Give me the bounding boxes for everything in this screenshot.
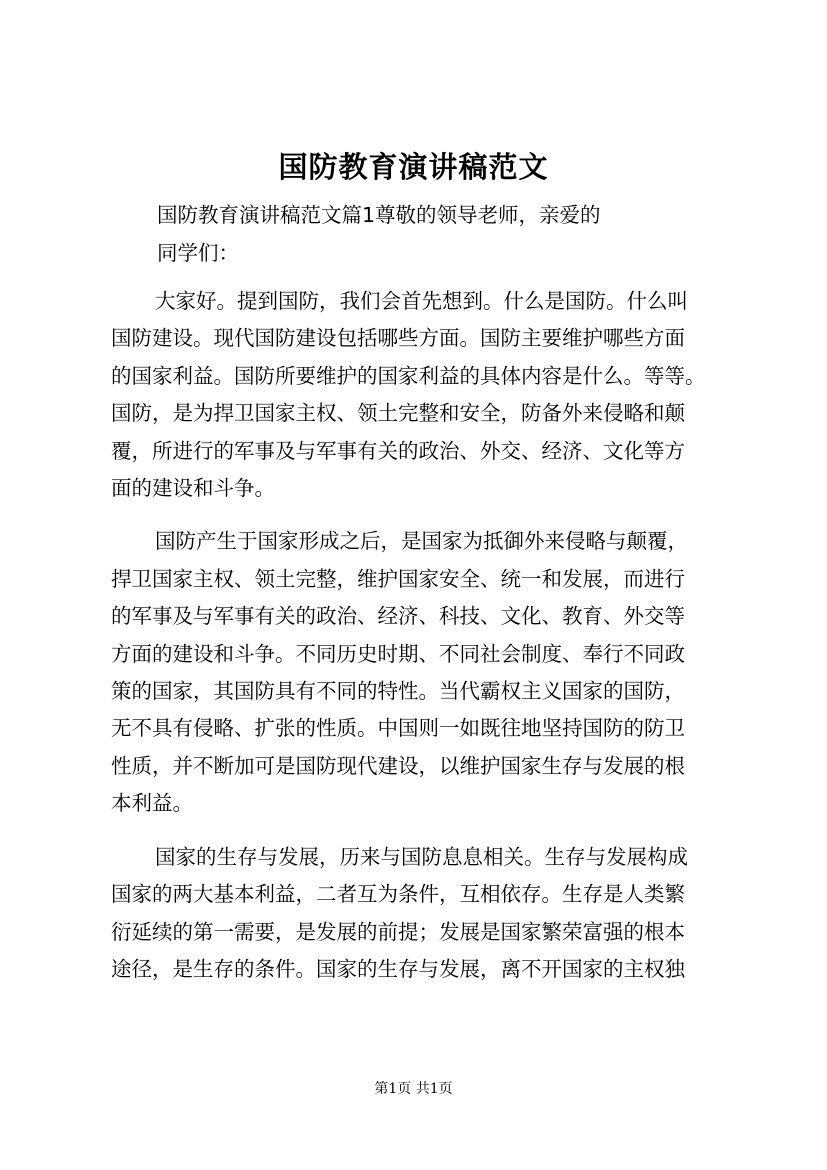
paragraph-line: 国防产生于国家形成之后，是国家为抵御外来侵略与颠覆， (155, 529, 688, 554)
paragraph-line: 国家的两大基本利益，二者互为条件，互相依存。生存是人类繁 (111, 882, 685, 907)
paragraph-2 (111, 523, 737, 822)
paragraph-line: 无不具有侵略、扩张的性质。中国则一如既往地坚持国防的防卫 (111, 716, 685, 741)
intro-line: 国防教育演讲稿范文篇1尊敬的领导老师，亲爱的 (157, 203, 601, 227)
paragraph-line: 国家的生存与发展，历来与国防息息相关。生存与发展构成 (155, 844, 688, 869)
paragraph-line: 本利益。 (111, 791, 193, 816)
paragraph-line: 的国家利益。国防所要维护的国家利益的具体内容是什么。等等。 (111, 363, 706, 388)
paragraph-line: 方面的建设和斗争。不同历史时期、不同社会制度、奉行不同政 (111, 641, 685, 666)
paragraph-line: 覆，所进行的军事及与军事有关的政治、外交、经济、文化等方 (111, 438, 685, 463)
paragraph-3 (111, 839, 737, 989)
page-footer: 第1页 共1页 (374, 1081, 453, 1097)
paragraph-line: 途径，是生存的条件。国家的生存与发展，离不开国家的主权独 (111, 956, 685, 981)
paragraph-line: 性质，并不断加可是国防现代建设，以维护国家生存与发展的根 (111, 753, 685, 778)
paragraph-line: 大家好。提到国防，我们会首先想到。什么是国防。什么叫 (155, 289, 688, 313)
body-text (111, 283, 737, 1004)
paragraph-line: 策的国家，其国防具有不同的特性。当代霸权主义国家的国防， (111, 679, 685, 704)
paragraph-line: 的军事及与军事有关的政治、经济、科技、文化、教育、外交等 (111, 604, 685, 629)
paragraph-line: 衍延续的第一需要，是发展的前提；发展是国家繁荣富强的根本 (111, 919, 685, 944)
paragraph-line: 国防建设。现代国防建设包括哪些方面。国防主要维护哪些方面 (111, 326, 685, 351)
paragraph-line: 捍卫国家主权、领土完整，维护国家安全、统一和发展，而进行 (111, 566, 685, 591)
intro-block (157, 197, 677, 272)
intro-line: 同学们： (157, 240, 239, 265)
document-title: 国防教育演讲稿范文 (278, 150, 549, 184)
paragraph-1 (111, 283, 737, 507)
paragraph-line: 国防，是为捍卫国家主权、领土完整和安全，防备外来侵略和颠 (111, 401, 685, 426)
paragraph-line: 面的建设和斗争。 (111, 476, 275, 501)
